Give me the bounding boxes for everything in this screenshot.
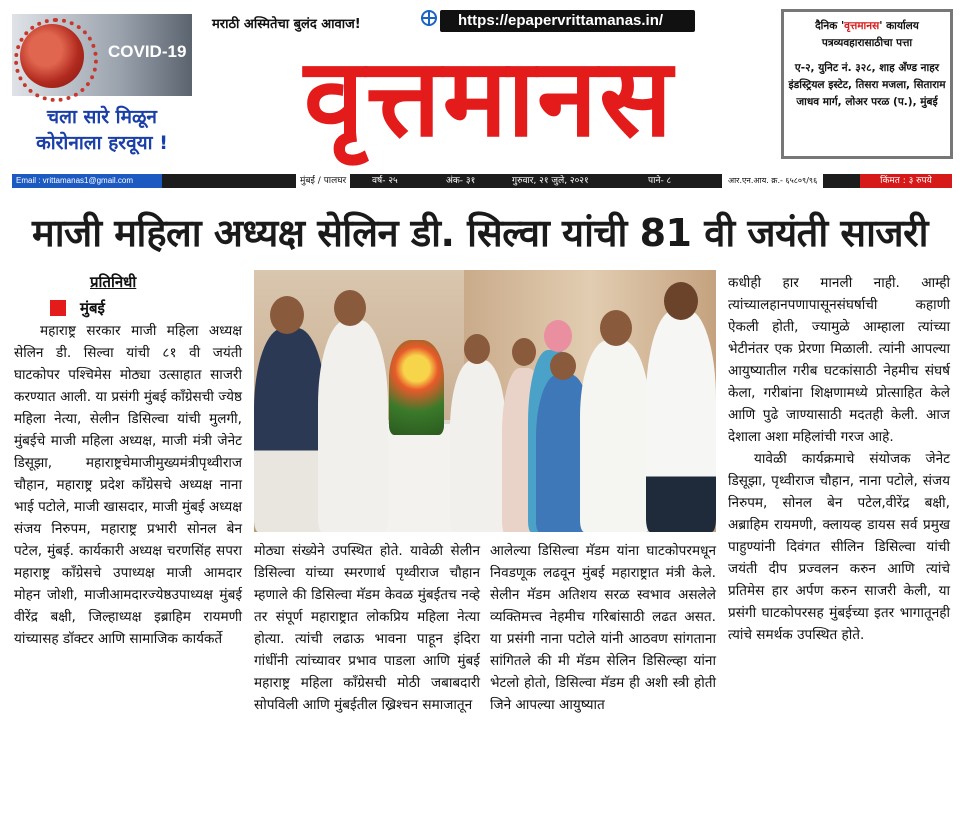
issue-date: गुरुवार, २१ जुले, २०२१	[512, 176, 589, 186]
website-url[interactable]: https://epapervrittamanas.in/	[440, 10, 695, 32]
issue-number: अंक- ३१	[446, 176, 476, 186]
photo-head	[664, 282, 698, 320]
flower-garland	[389, 340, 444, 435]
price-label: किंमत : ३ रुपये	[860, 174, 952, 188]
photo-person	[646, 310, 716, 532]
email-label[interactable]: Email : vrittamanas1@gmail.com	[12, 174, 162, 188]
dateline: मुंबई	[80, 299, 105, 317]
photo-head	[270, 296, 304, 334]
covid-banner	[12, 14, 192, 174]
article-column-4	[728, 272, 950, 646]
byline: प्रतिनिधी	[90, 273, 137, 291]
article-column-1: महाराष्ट्र सरकार माजी महिला अध्यक्ष सेलिन डी. सिल्वा यांची ८१ वी जयंती घाटकोपर पश्चिमेस मोठ्या उत्साहात साजरी करण्यात आली. या प्रसंगी मुंबई काँग्रेसची ज्येष्ठ महिला नेत्या, सेलीन डिसिल्वा यांची मुलगी, मुंबईचे माजी महिला अध्यक्ष, माजी मंत्री जेनेट डिसूझा, महाराष्ट्रचेमाजीमुख्यमंत्रीपृथ्वीराज चौहान, महाराष्ट्र प्रदेश काँग्रेसचे अध्यक्ष नाना भाई पटोले, माजी खासदार, माजी मुंबई अध्यक्ष संजय निरुपम, महाराष्ट्र प्रभारी सोनल बेन पटेल, मुंबई. कार्यकारी अध्यक्ष चरणसिंह सपरा महाराष्ट्र काँग्रेसचे उपाध्यक्ष माजी आमदार मोहन जोशी, माजीआमदारज्येष्ठउपाध्यक्ष मुंबई वीरेंद्र बक्षी, जिल्हाध्यक्ष इब्राहिम रायमणी यांच्यासह डॉक्टर आणि सामाजिक कार्यकर्ते	[14, 323, 242, 647]
page-count: पाने- ८	[648, 176, 672, 186]
tagline: मराठी अस्मितेचा बुलंद आवाज!	[212, 17, 361, 32]
photo-head	[464, 334, 490, 364]
photo-head	[600, 310, 632, 346]
office-address-box	[781, 9, 953, 159]
photo-head	[334, 290, 366, 326]
photo-person	[318, 320, 388, 532]
volume-year: वर्ष- २५	[372, 176, 398, 186]
article-column-2: मोठ्या संख्येने उपस्थित होते. यावेळी सेलीन डिसिल्वा यांच्या स्मरणार्थ पृथ्वीराज चौहान म्हणाले की डिसिल्वा मॅडम केवळ मुंबईतच नव्हे तर संपूर्ण महाराष्ट्रात लोकप्रिय महिला नेत्या होत्या. त्यांची लढाऊ भावना पाहून इंदिरा गांधींनी त्यांच्यावर प्रभाव पाडला आणि मुंबई महाराष्ट्र महिला काँग्रेसची मोठी जबाबदारी सोपविली आणि मुंबईतील ख्रिश्चन समाजातून	[254, 543, 480, 713]
article-headline: माजी महिला अध्यक्ष सेलिन डी. सिल्वा यांची 81 वी जयंती साजरी	[31, 211, 929, 255]
photo-head	[550, 352, 576, 380]
photo-head	[512, 338, 536, 366]
article-column-4-para-1: कधीही हार मानली नाही. आम्ही त्यांच्यालहानपणापासूनसंघर्षाची कहाणी ऐकली होती, ज्यामुळे आम्हाला त्यांच्या भेटीनंतर एक प्रेरणा मिळाली. त्यांनी आपल्या आयुष्यातील गरीब घटकांसाठी नेहमीच संघर्ष केला, गरीबांना शिक्षणामध्ये प्रोत्साहित केले आणि पुढे जाण्यासाठी मदतही केली. आज देशाला अशा महिलांची गरज आहे.	[728, 275, 950, 445]
event-photo	[254, 270, 716, 532]
covid-banner-image	[12, 14, 192, 96]
coronavirus-icon	[20, 24, 84, 88]
covid-slogan: चला सारे मिळून कोरोनाला हरवूया !	[36, 106, 168, 154]
article-column-4-para-2: यावेळी कार्यक्रमाचे संयोजक जेनेट डिसूझा, पृथ्वीराज चौहान, नाना पटोले, संजय निरुपम, सोनल बेन पटेल,वीरेंद्र बक्षी, अब्राहिम रायमणी, क्लायव्ह डायस सर्व प्रमुख पाहुण्यांनी दिवंगत सीलिन डिसिल्वा यांची जयंती दीप प्रज्वलन करुन आणि त्यांचे प्रतिमेस हार अर्पण करुन साजरी केली, या प्रसंगी घाटकोपरसह मुंबईच्या इतर भागातूनही त्यांचे समर्थक उपस्थित होते.	[728, 451, 950, 643]
photo-person	[450, 360, 506, 532]
photo-head	[544, 320, 572, 352]
covid-label: COVID-19	[108, 42, 187, 61]
office-subtitle: पत्रव्यवहारासाठीचा पत्ता	[821, 37, 913, 49]
masthead	[0, 0, 960, 192]
article-column-3: आलेल्या डिसिल्वा मॅडम यांना घाटकोपरमधून निवडणूक लढवून मुंबई महाराष्ट्रात मंत्री केले. सेलीन मॅडम अतिशय सरळ स्वभाव असलेले व्यक्तिमत्त्व नेहमीच गरिबांसाठी लढत असत. या प्रसंगी नाना पटोले यांनी आठवण सांगताना सांगितले की मी मॅडम सेलिन डिसिल्व्हा यांना भेटलो होतो, डिसिल्वा मॅडम ही अशी स्त्री होती जिने आपल्या आयुष्यात	[490, 543, 716, 713]
edition-city: मुंबई / पालघर	[296, 174, 350, 188]
registration-number: आर.एन.आय. क्र.- ६५८०९/९६	[722, 174, 823, 188]
globe-icon	[421, 10, 437, 26]
photo-person	[254, 328, 326, 532]
office-address: ए-२, युनिट नं. ३२८, शाह अँण्ड नाहर इंडस्ट्रियल इस्टेट, तिसरा मजला, सिताराम जाधव मार्ग, लोअर परळ (प.), मुंबई	[788, 62, 946, 108]
office-title: दैनिक 'वृत्तमानस' कार्यालय	[815, 20, 919, 32]
photo-person	[580, 340, 650, 532]
dateline-marker	[50, 300, 66, 316]
newspaper-logo: वृत्तमानस	[303, 36, 675, 161]
